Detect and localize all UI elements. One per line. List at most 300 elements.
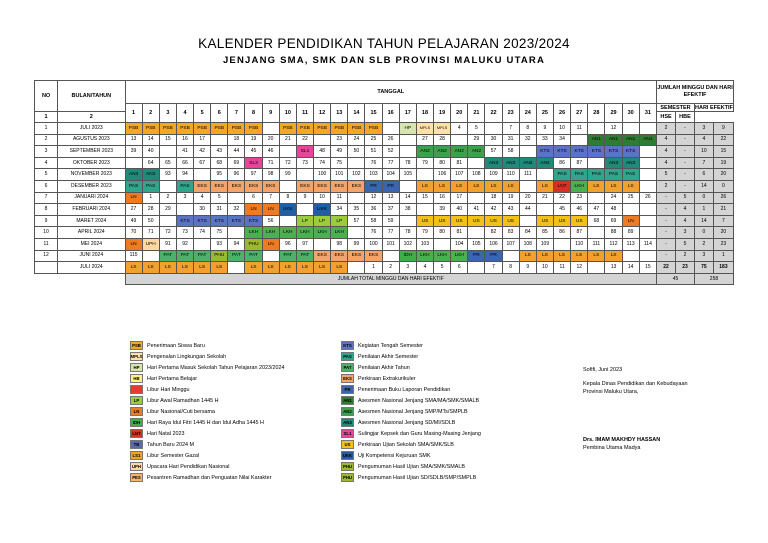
table-row — [35, 180, 734, 192]
header-sub-1: 1 — [35, 112, 58, 123]
legend-item — [130, 417, 284, 428]
day-cell: 100 — [365, 238, 382, 250]
day-cell: 71 — [142, 227, 159, 239]
day-cell: PAS — [554, 169, 571, 181]
day-cell: 109 — [485, 169, 502, 181]
row-month: OKTOBER 2023 — [58, 157, 125, 169]
summary-cell: 4 — [657, 134, 676, 146]
legend-item — [341, 461, 481, 472]
day-cell: LN — [245, 204, 262, 216]
legend-item — [130, 373, 284, 384]
day-cell — [639, 227, 656, 239]
day-cell: 28 — [142, 204, 159, 216]
day-cell: PSB — [296, 123, 313, 135]
day-cell: 5 — [434, 262, 451, 274]
header-tanggal: TANGGAL — [125, 81, 657, 104]
legend-swatch: MPLS — [130, 354, 143, 359]
legend-label: Asesmen Nasional Jenjang SD/MI/SDLB — [358, 419, 456, 426]
day-cell: LS — [279, 262, 296, 274]
day-cell: UKK — [279, 204, 296, 216]
day-cell: PSB — [365, 123, 382, 135]
legend-swatch: LN — [130, 407, 143, 416]
day-cell: 3 — [399, 262, 416, 274]
day-cell: 78 — [399, 227, 416, 239]
page-subtitle: JENJANG SMA, SMK DAN SLB PROVINSI MALUKU UTARA — [222, 55, 546, 66]
day-cell: AN1 — [588, 134, 605, 146]
legend-label: Hari Pertama Masuk Sekolah Tahun Pelajaran 2023/2024 — [147, 364, 285, 371]
day-cell: 9 — [519, 262, 536, 274]
summary-cell: 2 — [657, 180, 676, 192]
day-cell: 96 — [279, 238, 296, 250]
day-cell: 82 — [485, 227, 502, 239]
day-cell — [519, 215, 536, 227]
legend-item — [341, 472, 481, 483]
day-cell: 115 — [125, 250, 142, 262]
table-row — [35, 250, 734, 262]
calendar-table — [34, 80, 734, 285]
day-cell — [399, 146, 416, 158]
summary-cell: 3 — [694, 123, 713, 135]
table-row — [35, 204, 734, 216]
day-cell: KTS — [605, 146, 622, 158]
day-cell: 110 — [571, 238, 588, 250]
row-no: 9 — [35, 215, 58, 227]
day-cell — [159, 146, 176, 158]
day-cell: PR — [485, 250, 502, 262]
day-cell: 16 — [176, 134, 193, 146]
summary-cell: 9 — [713, 123, 733, 135]
day-cell: 37 — [382, 204, 399, 216]
day-cell: US — [536, 215, 553, 227]
day-cell: KTS — [622, 146, 639, 158]
day-cell: 87 — [571, 227, 588, 239]
day-cell: LKH — [434, 250, 451, 262]
day-cell — [348, 227, 365, 239]
day-cell: 40 — [142, 146, 159, 158]
day-cell: 4 — [194, 192, 211, 204]
day-cell: 4 — [416, 262, 433, 274]
day-cell: 81 — [451, 227, 468, 239]
legend-item — [130, 450, 284, 461]
legend-item — [130, 362, 284, 373]
day-cell: 107 — [451, 169, 468, 181]
day-cell: US — [451, 215, 468, 227]
summary-cell: 19 — [713, 157, 733, 169]
summary-cell: 6 — [694, 169, 713, 181]
day-cell: 38 — [399, 204, 416, 216]
day-cell: 101 — [331, 169, 348, 181]
day-cell: EKS — [348, 250, 365, 262]
legend-swatch: TB — [130, 440, 143, 449]
table-row — [35, 157, 734, 169]
header-day: 17 — [399, 104, 416, 123]
day-cell — [314, 134, 331, 146]
day-cell: 33 — [536, 134, 553, 146]
day-cell: 57 — [348, 215, 365, 227]
summary-cell: 0 — [694, 192, 713, 204]
day-cell: 19 — [245, 134, 262, 146]
day-cell: 56 — [262, 215, 279, 227]
legend-label: Penerimaan Buku Laporan Pendidikan — [358, 386, 451, 393]
day-cell: PSB — [176, 123, 193, 135]
summary-cell: 1 — [713, 250, 733, 262]
day-cell: 65 — [159, 157, 176, 169]
day-cell: LS — [451, 180, 468, 192]
day-cell: 17 — [194, 134, 211, 146]
day-cell: AN3 — [502, 157, 519, 169]
header-hari-efektif: HARI EFEKTIF — [695, 104, 733, 111]
day-cell: LKH — [296, 227, 313, 239]
summary-cell: 5 — [676, 238, 695, 250]
header-day: 8 — [245, 104, 262, 123]
summary-cell: 4 — [676, 204, 695, 216]
day-cell: 105 — [399, 169, 416, 181]
day-cell: 45 — [245, 146, 262, 158]
day-cell: EKS — [296, 180, 313, 192]
day-cell: 27 — [416, 134, 433, 146]
header-day: 16 — [382, 104, 399, 123]
day-cell: 7 — [262, 192, 279, 204]
day-cell: LS — [331, 262, 348, 274]
day-cell: 11 — [331, 192, 348, 204]
day-cell: PAT — [245, 250, 262, 262]
summary-cell: 5 — [676, 192, 695, 204]
day-cell: LS — [622, 180, 639, 192]
day-cell: 76 — [365, 157, 382, 169]
legend-label: Asesmen Nasional Jenjang SMP/MTs/SMPLB — [358, 408, 468, 415]
day-cell: 48 — [605, 204, 622, 216]
day-cell: 106 — [434, 169, 451, 181]
day-cell: 71 — [262, 157, 279, 169]
day-cell: 107 — [502, 238, 519, 250]
row-month: AGUSTUS 2023 — [58, 134, 125, 146]
header-day: 24 — [519, 104, 536, 123]
summary-cell: 4 — [657, 146, 676, 158]
day-cell: 112 — [605, 238, 622, 250]
legend-swatch: LNT — [130, 429, 143, 438]
day-cell — [142, 250, 159, 262]
summary-cell: - — [676, 157, 695, 169]
summary-cell: 0 — [713, 180, 733, 192]
day-cell: 47 — [588, 204, 605, 216]
header-day: 18 — [416, 104, 433, 123]
day-cell — [416, 169, 433, 181]
day-cell: 102 — [348, 169, 365, 181]
day-cell: 8 — [502, 262, 519, 274]
day-cell: US — [485, 215, 502, 227]
day-cell — [194, 169, 211, 181]
day-cell: 10 — [536, 262, 553, 274]
day-cell — [194, 238, 211, 250]
day-cell: 43 — [502, 204, 519, 216]
day-cell: KTS — [554, 146, 571, 158]
legend-swatch: LS1 — [130, 451, 143, 460]
day-cell: 29 — [468, 134, 485, 146]
legend-swatch: AN2 — [341, 407, 354, 416]
day-cell — [571, 134, 588, 146]
header-sub-hse: HSE — [657, 112, 676, 123]
day-cell: 12 — [605, 123, 622, 135]
day-cell: 94 — [176, 169, 193, 181]
day-cell — [348, 192, 365, 204]
day-cell: 59 — [382, 215, 399, 227]
table-row — [35, 169, 734, 181]
header-day: 4 — [176, 104, 193, 123]
day-cell: 6 — [451, 262, 468, 274]
summary-cell: 0 — [694, 227, 713, 239]
day-cell: LN — [262, 238, 279, 250]
day-cell: 73 — [296, 157, 313, 169]
day-cell: US — [434, 215, 451, 227]
day-cell: 29 — [159, 204, 176, 216]
day-cell: 114 — [639, 238, 656, 250]
legend-right — [341, 340, 481, 483]
day-cell: 96 — [228, 169, 245, 181]
day-cell: 2 — [159, 192, 176, 204]
day-cell: 102 — [399, 238, 416, 250]
day-cell: 94 — [228, 238, 245, 250]
day-cell: AN3 — [125, 169, 142, 181]
legend-item — [130, 406, 284, 417]
day-cell: 48 — [314, 146, 331, 158]
day-cell: 111 — [519, 169, 536, 181]
day-cell — [176, 204, 193, 216]
row-month: JANUARI 2024 — [58, 192, 125, 204]
day-cell: AN3 — [605, 157, 622, 169]
day-cell: 14 — [142, 134, 159, 146]
signature-rank: Pembina Utama Madya — [583, 445, 641, 451]
day-cell: 52 — [382, 146, 399, 158]
legend-label: Tahun Baru 2024 M — [147, 441, 195, 448]
legend-item — [341, 373, 481, 384]
day-cell: 58 — [502, 146, 519, 158]
header-day: 5 — [194, 104, 211, 123]
summary-cell: - — [676, 146, 695, 158]
legend-item — [130, 395, 284, 406]
day-cell: EKS — [194, 180, 211, 192]
day-cell: 31 — [211, 204, 228, 216]
header-day: 19 — [434, 104, 451, 123]
header-day: 11 — [296, 104, 313, 123]
summary-cell: 21 — [713, 204, 733, 216]
summary-cell: - — [657, 227, 676, 239]
summary-cell: - — [657, 204, 676, 216]
day-cell: 93 — [211, 238, 228, 250]
summary-cell: 183 — [713, 262, 733, 274]
header-day: 30 — [622, 104, 639, 123]
day-cell: 13 — [382, 192, 399, 204]
header-sub-hbe: HBE — [676, 112, 695, 123]
day-cell: AN1 — [622, 134, 639, 146]
legend-swatch: AN1 — [341, 396, 354, 405]
summary-cell: 7 — [694, 157, 713, 169]
day-cell: 74 — [194, 227, 211, 239]
summary-cell: - — [676, 180, 695, 192]
day-cell: US — [554, 215, 571, 227]
day-cell: KTS — [194, 215, 211, 227]
day-cell: AN3 — [622, 157, 639, 169]
summary-cell: - — [657, 250, 676, 262]
day-cell: LS — [314, 262, 331, 274]
row-month: FEBRUARI 2024 — [58, 204, 125, 216]
header-day: 1 — [125, 104, 142, 123]
day-cell: LKH — [279, 227, 296, 239]
day-cell: LS — [159, 262, 176, 274]
day-cell: PAT — [279, 250, 296, 262]
day-cell: LKH — [314, 227, 331, 239]
row-no: 7 — [35, 192, 58, 204]
day-cell: LS — [194, 262, 211, 274]
day-cell — [159, 180, 176, 192]
day-cell: UKK — [314, 204, 331, 216]
day-cell: EKS — [228, 180, 245, 192]
day-cell: EKS — [245, 180, 262, 192]
day-cell: 86 — [554, 227, 571, 239]
row-no: 12 — [35, 250, 58, 262]
header-day: 10 — [279, 104, 296, 123]
day-cell: PAS — [125, 180, 142, 192]
day-cell: LKH — [331, 227, 348, 239]
legend-label: Upacara Hari Pendidikan Nasional — [147, 463, 230, 470]
summary-cell: - — [657, 215, 676, 227]
legend-swatch: PES — [130, 473, 143, 482]
day-cell: EKS — [314, 250, 331, 262]
day-cell: 44 — [228, 146, 245, 158]
summary-cell: 4 — [694, 134, 713, 146]
day-cell — [588, 262, 605, 274]
day-cell: 21 — [279, 134, 296, 146]
table-row — [35, 215, 734, 227]
day-cell: LS — [588, 250, 605, 262]
day-cell — [536, 169, 553, 181]
legend-label: Penerimaan Siswa Baru — [147, 342, 205, 349]
day-cell: 6 — [245, 192, 262, 204]
day-cell: 76 — [365, 227, 382, 239]
day-cell: KTS — [228, 215, 245, 227]
day-cell: IDH — [399, 250, 416, 262]
row-month: JULI 2024 — [58, 262, 125, 274]
signature-office-2: Provinsi Maluku Utara, — [583, 389, 639, 395]
header-sub-2: 2 — [58, 112, 125, 123]
day-cell — [639, 157, 656, 169]
day-cell — [125, 157, 142, 169]
day-cell: 98 — [262, 169, 279, 181]
signature-name: Drs. IMAM MAKHDY HASSAN — [583, 437, 661, 443]
day-cell: 18 — [228, 134, 245, 146]
day-cell: 23 — [571, 192, 588, 204]
summary-cell: 5 — [657, 169, 676, 181]
day-cell — [622, 123, 639, 135]
header-day: 23 — [502, 104, 519, 123]
header-jumlah: JUMLAH MINGGU DAN HARI EFEKTIF — [657, 81, 734, 104]
total-weeks: 45 — [657, 273, 695, 285]
day-cell: 69 — [605, 215, 622, 227]
legend-swatch: PAT — [341, 363, 354, 372]
table-row — [35, 134, 734, 146]
day-cell: 25 — [622, 192, 639, 204]
legend-label: Sulingjar Kepsek dan Guru Masing-Masing Jenjang — [358, 430, 481, 437]
summary-cell: 22 — [713, 134, 733, 146]
legend-label: Penilaian Akhir Tahun — [358, 364, 410, 371]
day-cell: 14 — [399, 192, 416, 204]
day-cell: UPH — [142, 238, 159, 250]
summary-cell: 14 — [694, 180, 713, 192]
header-day: 22 — [485, 104, 502, 123]
summary-cell: 4 — [676, 215, 695, 227]
summary-cell: - — [676, 169, 695, 181]
day-cell: 87 — [571, 157, 588, 169]
header-day: 27 — [571, 104, 588, 123]
legend-label: Libur Semester Gazal — [147, 452, 200, 459]
day-cell: 5 — [468, 123, 485, 135]
day-cell — [588, 192, 605, 204]
legend-item — [341, 384, 481, 395]
day-cell: LKH — [262, 227, 279, 239]
signature-place-date: Sofifi, Juni 2023 — [583, 367, 623, 373]
day-cell: PSB — [314, 123, 331, 135]
day-cell: PR — [365, 180, 382, 192]
day-cell: EKS — [211, 180, 228, 192]
day-cell: LS — [536, 180, 553, 192]
day-cell: 15 — [639, 262, 656, 274]
legend-swatch: EKS — [341, 374, 354, 383]
day-cell — [399, 180, 416, 192]
legend-label: Pengumuman Hasil Ujian SMA/SMK/SMALB — [358, 463, 465, 470]
header-day: 7 — [228, 104, 245, 123]
summary-cell: 2 — [676, 250, 695, 262]
day-cell — [228, 227, 245, 239]
legend-label: Pengumuman Hasil Ujian SD/SDLB/SMP/SMPLB — [358, 474, 477, 481]
row-month: JUNI 2024 — [58, 250, 125, 262]
day-cell: 99 — [348, 238, 365, 250]
day-cell — [468, 157, 485, 169]
day-cell: 106 — [485, 238, 502, 250]
row-no: 5 — [35, 169, 58, 181]
day-cell: US — [502, 215, 519, 227]
legend-label: Libur Nasional/Cuti bersama — [147, 408, 216, 415]
day-cell: 73 — [176, 227, 193, 239]
day-cell: PSB — [159, 123, 176, 135]
day-cell — [399, 134, 416, 146]
signature-office-1: Kepala Dinas Pendidikan dan Kebudayaan — [583, 381, 688, 387]
day-cell — [639, 215, 656, 227]
summary-cell: 2 — [694, 238, 713, 250]
day-cell — [588, 123, 605, 135]
day-cell: 26 — [382, 134, 399, 146]
day-cell: LS — [571, 250, 588, 262]
row-no: 1 — [35, 123, 58, 135]
day-cell: 15 — [159, 134, 176, 146]
day-cell: PAS — [588, 169, 605, 181]
day-cell: 66 — [176, 157, 193, 169]
legend-label: Hari Pertama Belajar — [147, 375, 198, 382]
day-cell: KTS — [176, 215, 193, 227]
day-cell: PAS — [142, 180, 159, 192]
day-cell: AN3 — [142, 169, 159, 181]
legend-swatch: UPH — [131, 464, 142, 469]
day-cell: 97 — [296, 238, 313, 250]
day-cell: PAT — [159, 250, 176, 262]
day-cell: 12 — [365, 192, 382, 204]
header-day: 14 — [348, 104, 365, 123]
legend-swatch: PHU — [342, 464, 353, 469]
summary-cell: - — [657, 238, 676, 250]
day-cell: 35 — [348, 204, 365, 216]
day-cell: 19 — [502, 192, 519, 204]
day-cell: KTS — [211, 215, 228, 227]
day-cell: 20 — [262, 134, 279, 146]
total-row — [35, 273, 734, 285]
